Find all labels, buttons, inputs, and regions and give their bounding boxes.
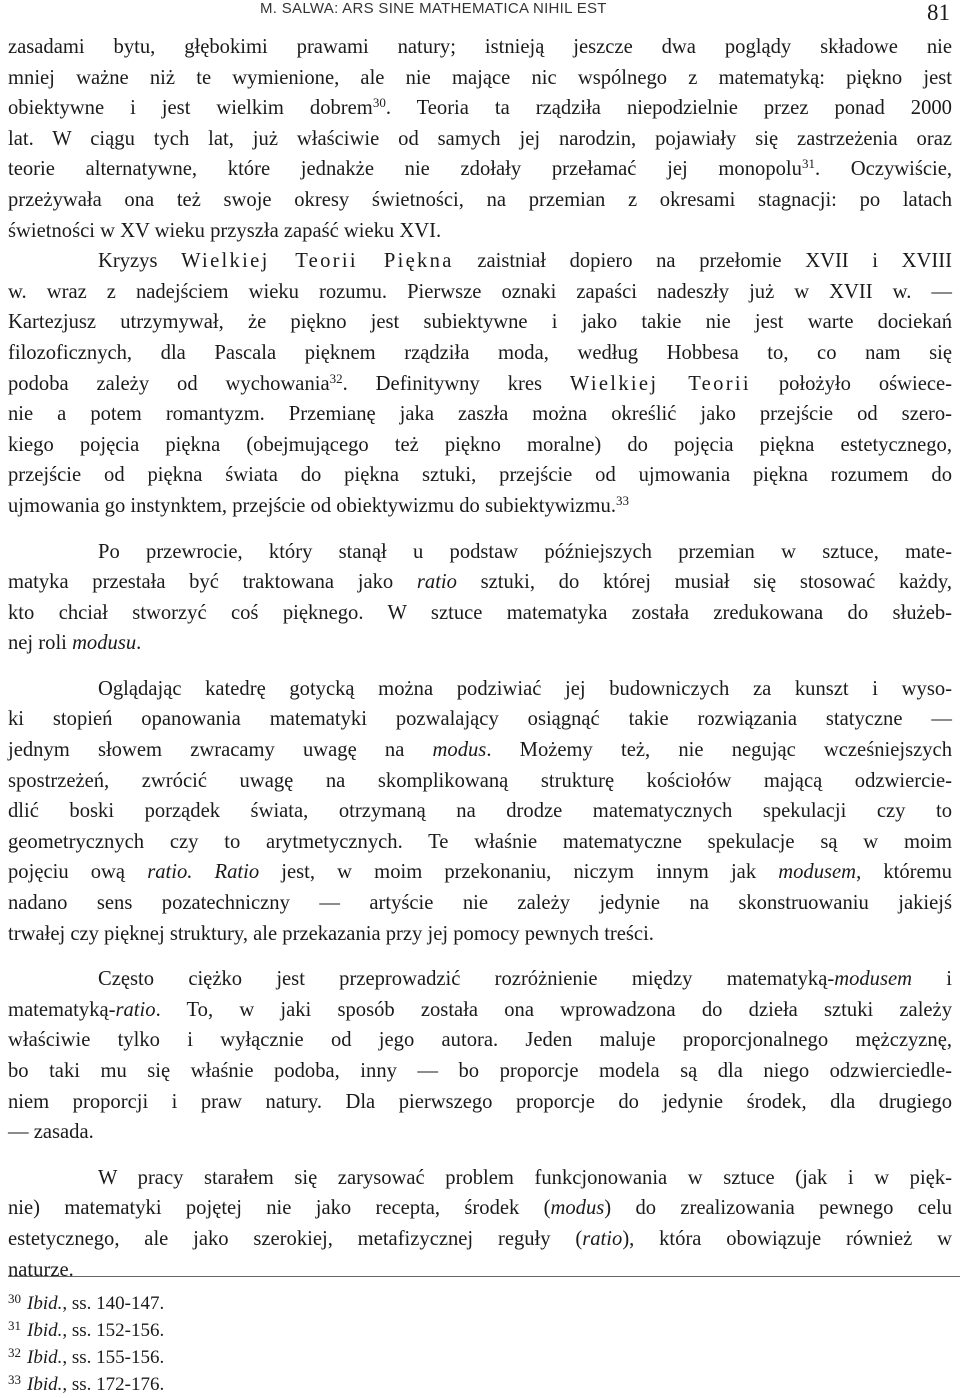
- text-run: położyło oświece-: [750, 372, 952, 395]
- body-text: [8, 32, 952, 1285]
- footnote-pages: , ss. 140-147.: [62, 1293, 165, 1314]
- text-run: .: [136, 632, 142, 655]
- paragraph-gap: [8, 1148, 952, 1163]
- text-line: ki stopień opanowania matematyki pozwalający osiągnąć takie rozwiązania statyczne —: [8, 708, 952, 731]
- footnote-pages: , ss. 152-156.: [62, 1320, 165, 1341]
- running-header: [0, 0, 960, 34]
- text-run: Kryzys: [98, 250, 182, 273]
- text-line: [8, 369, 952, 400]
- text-run: . Oczywiście,: [814, 158, 952, 181]
- text-run: sztuki, do której musiał się stosować każdy,: [456, 571, 952, 594]
- text-line: lat. W ciągu tych lat, już właściwie od samych jej narodzin, pojawiały się zastrzeżenia oraz: [8, 127, 952, 150]
- text-line: [8, 1193, 952, 1224]
- text-run: . Możemy też, nie negując wcześniejszych: [486, 739, 952, 762]
- text-run: ), która obowiązuje również w: [622, 1227, 952, 1250]
- text-line: przejście od piękna świata do piękna sztuki, przejście od ujmowania piękna rozumem do: [8, 464, 952, 487]
- text-line: [8, 857, 952, 888]
- text-run: nie) matematyki pojętej nie jako recepta, środek (: [8, 1197, 551, 1220]
- text-run: estetycznego, ale jako szerokiej, metafizycznej reguły (: [8, 1227, 583, 1250]
- text-line: mniej ważne niż te wymienione, ale nie mające nic wspólnego z matematyką: piękno jest: [8, 66, 952, 89]
- text-line: w. wraz z nadejściem wieku rozumu. Pierwsze oznaki zapaści nadeszły już w XVII w. —: [8, 280, 952, 303]
- text-line: zasadami bytu, głębokimi prawami natury; istnieją jeszcze dwa poglądy składowe nie: [8, 36, 952, 58]
- italic-term: ratio: [115, 998, 156, 1021]
- page-number: 81: [927, 0, 950, 25]
- text-run: obiektywne i jest wielkim dobrem: [8, 97, 373, 120]
- footnote-source: Ibid.: [27, 1320, 63, 1341]
- footnote: [8, 1344, 164, 1371]
- text-run: Często ciężko jest przeprowadzić rozróżnienie między matematyką-: [98, 968, 835, 991]
- text-run: teorie alternatywne, które jednakże nie zdołały przełamać jej monopolu: [8, 158, 802, 181]
- text-line: niem proporcji i praw natury. Dla pierwszego proporcje do jedynie środek, dla drugiego: [8, 1090, 952, 1113]
- text-line: dlić boski porządek świata, otrzymaną na drodze matematycznych spekulacji czy to: [8, 800, 952, 823]
- text-line: spostrzeżeń, zwrócić uwagę na skomplikowaną strukturę kościołów mającą odzwiercie-: [8, 769, 952, 792]
- footnote: [8, 1290, 164, 1317]
- footnote-source: Ibid.: [27, 1347, 63, 1368]
- footnote-number: 31: [8, 1318, 21, 1333]
- text-line: właściwie tylko i wyłącznie od jego autora. Jeden maluje proporcjonalnego mężczyznę,: [8, 1029, 952, 1052]
- text-run: . Teoria ta rządziła niepodzielnie przez ponad 2000: [385, 97, 952, 120]
- text-line: [8, 93, 952, 124]
- text-run: podoba zależy od wychowania: [8, 372, 330, 395]
- italic-term: modus: [550, 1197, 605, 1220]
- text-line: W pracy starałem się zarysować problem funkcjonowania w sztuce (jak i w pięk-: [98, 1166, 952, 1189]
- text-line: przeżywała ona też swoje okresy świetności, na przemian z okresami stagnacji: po latach: [8, 188, 952, 211]
- text-line: kiego pojęcia piękna (obejmującego też piękno moralne) do pojęcia piękna estetycznego,: [8, 433, 952, 456]
- text-run: nej roli: [8, 632, 73, 655]
- text-line: trwałej czy pięknej struktury, ale przekazania przy jej pomocy pewnych treści.: [8, 922, 654, 945]
- text-line: [8, 995, 952, 1026]
- text-run: ujmowania go instynktem, przejście od obiektywizmu do subiektywizmu.: [8, 494, 616, 517]
- footnote-pages: , ss. 172-176.: [62, 1374, 165, 1395]
- footnote-ref: 31: [801, 156, 815, 172]
- text-line: [8, 567, 952, 598]
- italic-term: ratio: [416, 571, 457, 594]
- text-line: Oglądając katedrę gotycką można podziwiać jej budowniczych za kunszt i wyso-: [98, 677, 952, 700]
- text-line: naturze.: [8, 1258, 74, 1281]
- text-line: [8, 628, 952, 659]
- italic-term: modusem: [778, 861, 857, 884]
- text-run: pojęciu ową: [8, 861, 148, 884]
- text-line: [8, 735, 952, 766]
- text-line: nie a potem romantyzm. Przemianę jaka zaszła można określić jako przejście od szero-: [8, 403, 952, 426]
- text-line: świetności w XV wieku przyszła zapaść wieku XVI.: [8, 219, 442, 242]
- paragraph-gap: [8, 659, 952, 674]
- text-line: filozoficznych, dla Pascala pięknem rządziła moda, według Hobbesa to, co nam się: [8, 341, 952, 364]
- text-line: geometrycznych czy to arytmetycznych. Te właśnie matematyczne spekulacje są w moim: [8, 830, 952, 853]
- footnote-ref: 32: [329, 370, 343, 386]
- paragraph-gap: [8, 522, 952, 537]
- text-line: nadano sens pozatechniczny — artyście nie zależy jedynie na skonstruowaniu jakiejś: [8, 892, 952, 915]
- text-run: jednym słowem zwracamy uwagę na: [8, 739, 433, 762]
- footnote-source: Ibid.: [27, 1293, 63, 1314]
- footnote-number: 33: [8, 1372, 21, 1387]
- footnote-number: 30: [8, 1291, 21, 1306]
- paragraph-gap: [8, 949, 952, 964]
- footnote-ref: 33: [615, 492, 629, 508]
- text-line: [8, 491, 952, 522]
- running-head: M. SALWA: ARS SINE MATHEMATICA NIHIL EST: [260, 0, 607, 17]
- text-line: [8, 1224, 952, 1255]
- footnote-pages: , ss. 155-156.: [62, 1347, 165, 1368]
- text-line: bo taki mu się właśnie podoba, inny — bo proporcje modela są dla niego odzwierciedle-: [8, 1060, 952, 1082]
- spaced-term: Wielkiej Teorii: [569, 372, 751, 395]
- footnote: [8, 1317, 164, 1344]
- footnote-source: Ibid.: [27, 1374, 63, 1395]
- spaced-term: Wielkiej Teorii Piękna: [181, 250, 454, 273]
- text-run: zaistniał dopiero na przełomie XVII i XVIII: [453, 250, 952, 273]
- text-run: i: [912, 968, 952, 991]
- footnote-divider: [8, 1276, 960, 1277]
- italic-term: modusu: [72, 632, 137, 655]
- footnotes: [8, 1290, 164, 1398]
- text-line: Kartezjusz utrzymywał, że piękno jest subiektywne i jako takie nie jest warte dociekań: [8, 311, 952, 334]
- text-run: matyka przestała być traktowana jako: [8, 571, 417, 594]
- text-line: [8, 154, 952, 185]
- footnote-number: 32: [8, 1345, 21, 1360]
- text-line: — zasada.: [8, 1121, 94, 1144]
- italic-term: ratio. Ratio: [147, 861, 260, 884]
- italic-term: ratio: [582, 1227, 623, 1250]
- text-line: [8, 964, 952, 995]
- text-run: , któremu: [856, 861, 952, 884]
- text-line: kto chciał stworzyć coś pięknego. W sztuce matematyka została zredukowana do służeb-: [8, 601, 952, 624]
- text-run: ) do zrealizowania pewnego celu: [604, 1197, 952, 1220]
- text-run: matematyką-: [8, 998, 116, 1021]
- italic-term: modusem: [834, 968, 912, 991]
- italic-term: modus: [432, 739, 487, 762]
- text-run: . To, w jaki sposób została ona wprowadzona do dzieła sztuki zależy: [155, 998, 952, 1021]
- text-line: [8, 246, 952, 277]
- text-line: Po przewrocie, który stanął u podstaw późniejszych przemian w sztuce, mate-: [98, 540, 952, 563]
- text-run: jest, w moim przekonaniu, niczym innym jak: [259, 861, 779, 884]
- text-run: . Definitywny kres: [342, 372, 570, 395]
- footnote-ref: 30: [372, 95, 386, 111]
